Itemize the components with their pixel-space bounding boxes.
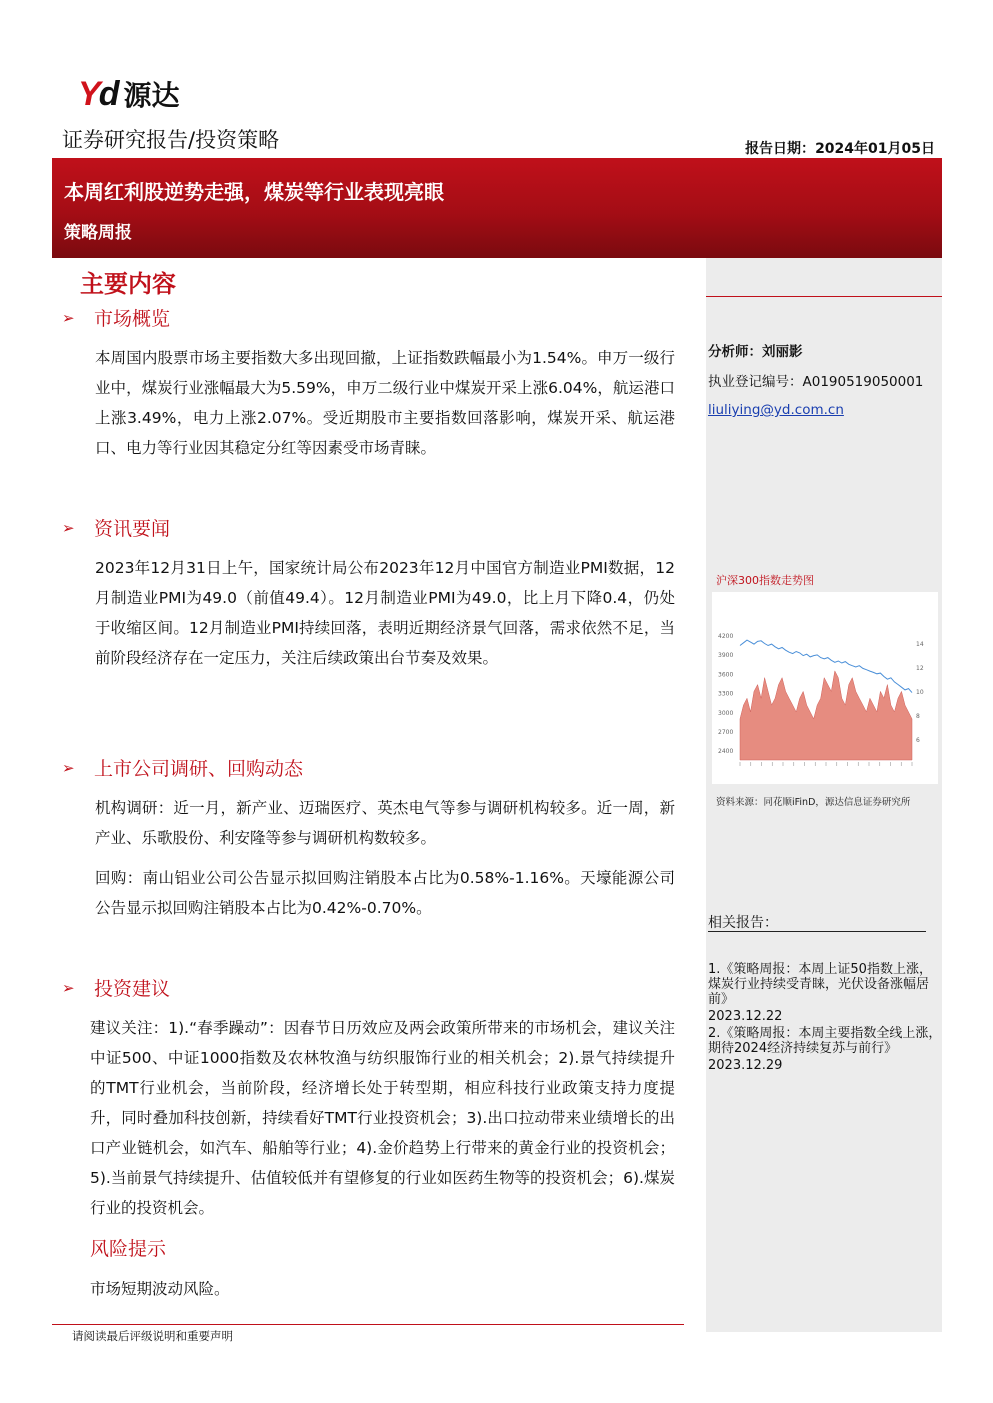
bullet-arrow-icon: ➢ xyxy=(62,308,75,327)
right-tick-label: 12 xyxy=(916,665,924,672)
right-tick-label: 14 xyxy=(916,641,924,648)
logo xyxy=(78,74,179,114)
section-title: 市场概览 xyxy=(94,308,171,330)
footer-divider xyxy=(52,1324,684,1325)
section-title: 投资建议 xyxy=(94,978,171,1000)
related-report-1-date: 2023.12.22 xyxy=(708,1009,783,1024)
related-reports-list xyxy=(708,962,942,1075)
registration-number: 执业登记编号：A0190519050001 xyxy=(708,374,924,390)
bullet-arrow-icon: ➢ xyxy=(62,518,75,537)
research-text: 机构调研：近一月，新产业、迈瑞医疗、英杰电气等参与调研机构较多。近一周，新产业、乐歌股份、利安隆等参与调研机构数较多。 xyxy=(95,799,675,847)
index-chart xyxy=(712,592,938,784)
section-news xyxy=(62,514,170,541)
main-heading: 主要内容 xyxy=(80,270,176,298)
left-tick-label: 3300 xyxy=(718,690,734,698)
report-type: 证券研究报告/投资策略 xyxy=(62,128,280,152)
logo-text: 源达 xyxy=(123,79,180,112)
news-text: 2023年12月31日上午，国家统计局公布2023年12月中国官方制造业PMI数据，12月制造业PMI为49.0（前值49.4）。12月制造业PMI为49.0，比上月下降0.4，仍处于收缩区间。12月制造业PMI持续回落，表明近期经济景气回落，需求依然不足，当前阶段经济存在一定压力，关注后续政策出台节奏及效果。 xyxy=(95,559,675,667)
right-tick-label: 8 xyxy=(916,713,920,720)
section-research-buyback xyxy=(62,754,303,781)
report-date xyxy=(745,138,935,158)
report-title: 本周红利股逆势走强，煤炭等行业表现亮眼 xyxy=(64,180,444,204)
report-date-value: 2024年01月05日 xyxy=(815,141,935,157)
section-market-overview xyxy=(62,304,170,331)
related-reports-label: 相关报告： xyxy=(708,915,778,931)
left-tick-label: 2400 xyxy=(718,748,734,756)
chart-source: 资料来源：同花顺iFinD，源达信息证券研究所 xyxy=(716,797,911,808)
left-tick-label: 3900 xyxy=(718,652,734,660)
right-tick-label: 6 xyxy=(916,737,920,744)
investment-advice-text: 建议关注：1).“春季躁动”：因春节日历效应及两会政策所带来的市场机会，建议关注中证500、中证1000指数及农林牧渔与纺织服饰行业的相关机会；2).景气持续提升的TMT行业机会，当前阶段，经济增长处于转型期，相应科技行业政策支持力度提升，同时叠加科技创新，持续看好TMT行业投资机会；3).出口拉动带来业绩增长的出口产业链机会，如汽车、船舶等行业；4).金价趋势上行带来的黄金行业的投资机会；5).当前景气持续提升、估值较低并有望修复的行业如医药生物等的投资机会；6).煤炭行业的投资机会。 xyxy=(90,1019,675,1217)
left-tick-label: 4200 xyxy=(718,633,734,640)
analyst-name: 分析师：刘丽影 xyxy=(708,344,803,360)
related-reports-divider xyxy=(708,931,926,932)
section-investment-advice xyxy=(62,974,170,1001)
section-title: 资讯要闻 xyxy=(94,518,171,540)
market-overview-text: 本周国内股票市场主要指数大多出现回撤，上证指数跌幅最小为1.54%。申万一级行业中，煤炭行业涨幅最大为5.59%，申万二级行业中煤炭开采上涨6.04%，航运港口上涨3.49%，电力上涨2.07%。受近期股市主要指数回落影响，煤炭开采、航运港口、电力等行业因其稳定分红等因素受市场青睐。 xyxy=(95,349,675,457)
footer-notice: 请阅读最后评级说明和重要声明 xyxy=(72,1329,233,1343)
left-tick-label: 2700 xyxy=(718,729,734,736)
index-chart-svg xyxy=(712,592,938,784)
left-tick-label: 3600 xyxy=(718,671,734,679)
section-title: 上市公司调研、回购动态 xyxy=(94,758,304,780)
risk-text: 市场短期波动风险。 xyxy=(90,1280,230,1298)
risk-title: 风险提示 xyxy=(90,1238,167,1260)
bullet-arrow-icon: ➢ xyxy=(62,758,75,777)
chart-area-series xyxy=(740,671,912,760)
chart-title: 沪深300指数走势图 xyxy=(716,574,814,587)
title-banner xyxy=(52,158,942,258)
report-subtitle: 策略周报 xyxy=(64,223,132,243)
sidebar-divider xyxy=(706,296,942,297)
analyst-email-link[interactable]: liuliying@yd.com.cn xyxy=(708,402,844,418)
related-report-1-title[interactable]: 1.《策略周报：本周上证50指数上涨，煤炭行业持续受青睐，光伏设备涨幅居前》 xyxy=(708,962,932,1007)
bullet-arrow-icon: ➢ xyxy=(62,978,75,997)
related-report-2-title[interactable]: 2.《策略周报：本周主要指数全线上涨，期待2024经济持续复苏与前行》 xyxy=(708,1026,942,1056)
report-date-label: 报告日期： xyxy=(745,141,816,157)
left-tick-label: 3000 xyxy=(718,709,734,717)
right-tick-label: 10 xyxy=(916,689,924,696)
buyback-text: 回购：南山铝业公司公告显示拟回购注销股本占比为0.58%-1.16%。天壕能源公司公告显示拟回购注销股本占比为0.42%-0.70%。 xyxy=(95,869,675,917)
logo-mark: Yd xyxy=(78,74,118,113)
related-report-2-date: 2023.12.29 xyxy=(708,1058,783,1073)
